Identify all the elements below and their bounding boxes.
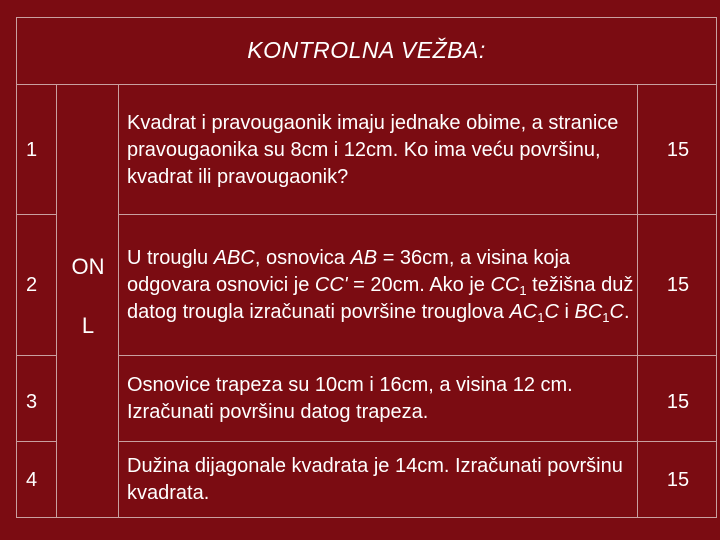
task-points: 15 [666, 273, 690, 296]
side-label-top: ON [71, 254, 105, 279]
task-number: 3 [26, 391, 38, 413]
task-4-text: Dužina dijagonale kvadrata je 14cm. Izračunati površinu kvadrata. [127, 455, 623, 504]
grid-divider [56, 85, 57, 518]
task-number: 1 [26, 138, 38, 161]
grid-divider [118, 85, 119, 518]
task-1-text: Kvadrat i pravougaonik imaju jednake obime, a stranice pravougaonika su 8cm i 12cm. Ko ima veću površinu, kvadrat ili pravougaonik? [127, 111, 619, 188]
grid-divider [637, 85, 638, 518]
task-text [127, 215, 637, 355]
task-2-text: U trouglu ABC, osnovica AB = 36cm, a visina koja odgovara osnovici je CC' = 20cm. Ako je $CC_1$ težišna duž datog trougla izračunati površine trouglova $AC_1C$ i $BC_1C$. [127, 246, 634, 325]
task-text [127, 442, 637, 518]
task-points: 15 [666, 138, 690, 161]
task-points: 15 [666, 468, 690, 491]
task-number: 2 [26, 273, 38, 296]
task-text [127, 356, 637, 441]
page-title: KONTROLNA VEŽBA: [16, 17, 717, 85]
task-points: 15 [666, 391, 690, 413]
side-label-bottom: L [81, 313, 95, 338]
task-text [127, 86, 637, 214]
task-number: 4 [26, 468, 38, 491]
task-3-text: Osnovice trapeza su 10cm i 16cm, a visina 12 cm. Izračunati površinu datog trapeza. [127, 373, 573, 423]
